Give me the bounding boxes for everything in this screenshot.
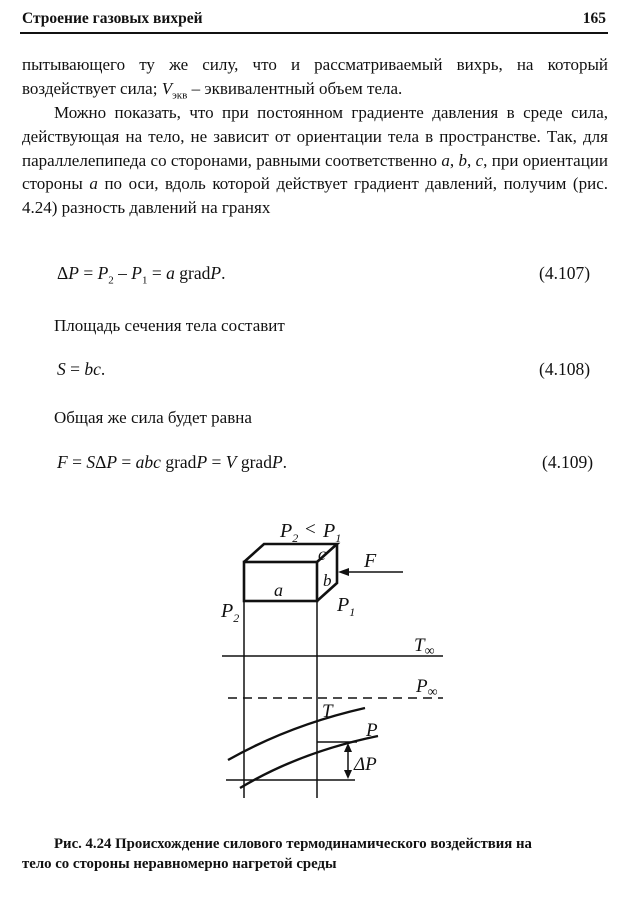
- label-p1-top: $P_1$: [323, 520, 342, 545]
- eq109-delta: Δ: [95, 452, 107, 472]
- label-p2-top: $P_2$: [280, 520, 299, 545]
- para2-text-c: по оси, вдоль которой действует градиент давлений, получим (рис. 4.24) разность давлений на гранях: [22, 174, 608, 218]
- eq107-p: P: [68, 263, 79, 283]
- eq109-equals-3: =: [207, 452, 226, 472]
- eq107-minus: –: [113, 263, 132, 283]
- eq107-delta: Δ: [57, 263, 69, 283]
- label-p1-right: $P_1$: [337, 594, 356, 619]
- label-face-c: c: [318, 544, 326, 564]
- eq109-grad-2: grad: [236, 452, 272, 472]
- para2-text-b: , при ориентации стороны: [22, 150, 608, 194]
- eq107-sub2: 2: [108, 274, 114, 287]
- var-a2: a: [89, 174, 98, 194]
- eq109-equals: =: [67, 452, 87, 472]
- eq109-f: F: [57, 452, 68, 472]
- paragraph-4: Общая же сила будет равна: [54, 408, 252, 427]
- caption-line-1: Рис. 4.24 Происхождение силового термодинамического воздействия на: [54, 836, 532, 852]
- eq108-dot: .: [100, 359, 106, 379]
- para1-text-a: пытывающего ту же силу, что и рассматриваемый вихрь, на который воздействует сила;: [22, 55, 608, 98]
- eq109-p2: P: [196, 452, 208, 472]
- label-less-than: <: [305, 519, 316, 540]
- eq109-abc: abc: [135, 452, 161, 472]
- paragraph-3: Площадь сечения тела составит: [54, 316, 285, 335]
- caption-line-2: тело со стороны неравномерно нагретой среды: [22, 856, 337, 872]
- eq108-s: S: [57, 359, 66, 379]
- eq109-s: S: [86, 452, 96, 472]
- eq107-a: a: [166, 263, 175, 283]
- eq107-equals-2: =: [147, 263, 167, 283]
- page-number: 165: [582, 10, 606, 27]
- eq109-v: V: [225, 452, 237, 472]
- eq108-equals: =: [65, 359, 85, 379]
- para2-text-a: Можно показать, что при постоянном градиенте давления в среде сила, действующая на тело, не зависит от ориентации тела в пространстве. Так, для параллелепипеда со сторонами, равными соответственно: [22, 103, 608, 170]
- eq107-equals: =: [78, 263, 98, 283]
- label-p-infinity: $P_\infty$: [416, 676, 438, 700]
- eq109-grad-1: grad: [160, 452, 197, 472]
- eq107-sub1: 1: [142, 274, 148, 287]
- force-arrowhead: [338, 568, 349, 576]
- eq107-dot: .: [221, 263, 226, 283]
- label-t-curve: T: [322, 701, 333, 722]
- eq109-equals-2: =: [117, 452, 136, 472]
- eq107-p-end: P: [210, 263, 222, 283]
- running-title: Строение газовых вихрей: [22, 10, 203, 27]
- para1-text-b: – эквивалентный объем тела.: [187, 78, 403, 98]
- var-v-subscript: экв: [172, 89, 188, 102]
- var-a: a: [441, 150, 450, 170]
- var-v: V: [161, 78, 173, 98]
- eq107-p2: P: [97, 263, 109, 283]
- t-curve: [228, 708, 365, 760]
- var-b: b: [458, 150, 467, 170]
- eq109-dot: .: [282, 452, 288, 472]
- equation-number-4-109: (4.109): [542, 452, 594, 472]
- equation-number-4-107: (4.107): [539, 263, 591, 283]
- delta-p-arrowhead-down: [344, 770, 352, 779]
- label-delta-p: ΔP: [354, 754, 377, 775]
- eq108-bc: bc: [84, 359, 101, 379]
- eq109-p3: P: [271, 452, 283, 472]
- label-face-b: b: [323, 571, 332, 590]
- label-p-curve: P: [366, 720, 378, 741]
- equation-number-4-108: (4.108): [539, 359, 591, 379]
- label-p2-left: $P_2$: [221, 600, 240, 625]
- label-face-a: a: [274, 580, 283, 600]
- label-t-infinity: $T_\infty$: [414, 635, 435, 659]
- var-c: c: [475, 150, 484, 170]
- eq107-p1: P: [131, 263, 142, 283]
- figure-caption: [22, 834, 608, 874]
- para2-sep1: ,: [449, 150, 459, 170]
- eq107-grad: grad: [174, 263, 211, 283]
- eq109-p: P: [106, 452, 118, 472]
- label-force: F: [364, 550, 377, 572]
- para2-sep2: ,: [467, 150, 476, 170]
